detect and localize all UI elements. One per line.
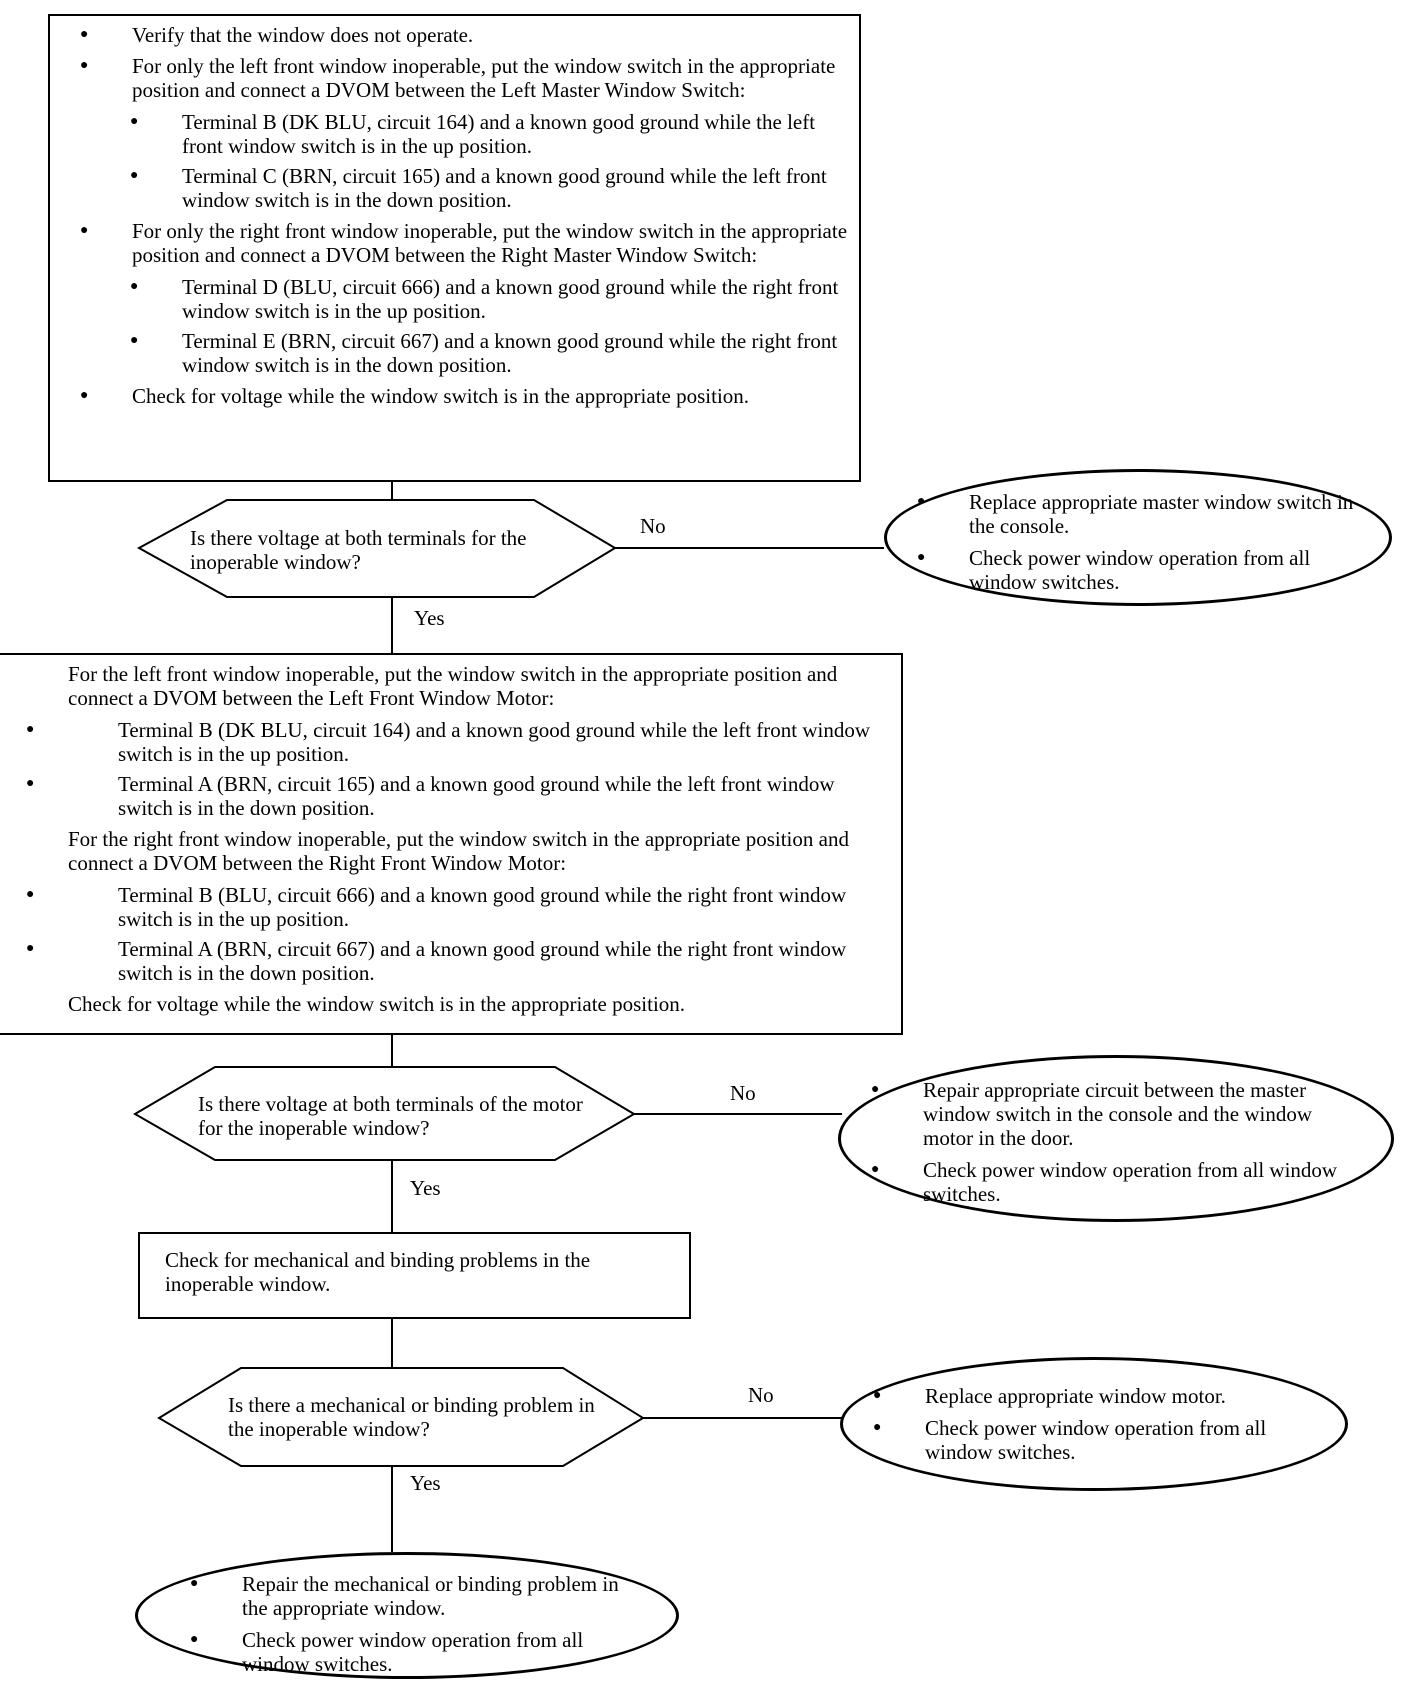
list-item-text: Check for voltage while the window switch is in the appropriate position. bbox=[68, 992, 686, 1016]
list-item-text: For only the right front window inoperable, put the window switch in the appropriate position and connect a DVOM between the Right Master Window Switch: bbox=[132, 219, 848, 267]
decision-yes-label: Yes bbox=[410, 1176, 441, 1200]
list-item bbox=[0, 992, 893, 1016]
list-item bbox=[50, 54, 849, 212]
decision-yes-label: Yes bbox=[410, 1471, 441, 1495]
list-item bbox=[0, 662, 893, 820]
sub-list bbox=[68, 883, 893, 985]
list-item bbox=[0, 827, 893, 985]
list-item-text: For the left front window inoperable, put the window switch in the appropriate position and connect a DVOM between the Left Front Window Motor: bbox=[68, 662, 838, 710]
list-item: ● Check power window operation from all window switches. bbox=[843, 1416, 1315, 1464]
list-item: ● Replace appropriate window motor. bbox=[843, 1384, 1315, 1408]
result-oval-1 bbox=[884, 469, 1392, 606]
list-item: ● Check power window operation from all window switches. bbox=[160, 1628, 620, 1676]
list-item: ● Replace appropriate master window switch in the console. bbox=[887, 490, 1359, 538]
list-item: ● Check power window operation from all window switches. bbox=[841, 1158, 1355, 1206]
instruction-box-1 bbox=[48, 14, 861, 482]
list-item bbox=[50, 384, 849, 408]
result-list bbox=[887, 490, 1359, 594]
decision-question-3: Is there a mechanical or binding problem in the inoperable window? bbox=[228, 1393, 595, 1441]
instruction-box-3: Check for mechanical and binding problems in the inoperable window. bbox=[138, 1232, 691, 1319]
sub-list-item: ● Terminal B (DK BLU, circuit 164) and a known good ground while the left front window switch is in the up position. bbox=[50, 110, 849, 158]
result-oval-4 bbox=[135, 1552, 679, 1679]
list-item-text: Verify that the window does not operate. bbox=[132, 23, 474, 47]
decision-no-label: No bbox=[748, 1383, 774, 1407]
instruction-box-2 bbox=[0, 653, 903, 1035]
list-item: ● Repair the mechanical or binding problem in the appropriate window. bbox=[160, 1572, 620, 1620]
decision-no-label: No bbox=[730, 1081, 756, 1105]
decision-no-label: No bbox=[640, 514, 666, 538]
sub-list-item: ● Terminal B (DK BLU, circuit 164) and a known good ground while the left front window switch is in the up position. bbox=[0, 718, 893, 766]
sub-list bbox=[68, 718, 893, 820]
instruction-list-1 bbox=[50, 23, 849, 408]
list-item: ● Check power window operation from all window switches. bbox=[887, 546, 1359, 594]
list-item-text: For only the left front window inoperable, put the window switch in the appropriate position and connect a DVOM between the Left Master Window Switch: bbox=[132, 54, 836, 102]
result-list bbox=[843, 1384, 1315, 1464]
sub-list bbox=[132, 110, 849, 212]
decision-question-2: Is there voltage at both terminals of the motor for the inoperable window? bbox=[198, 1092, 583, 1140]
instruction-list-2 bbox=[0, 662, 893, 1016]
list-item bbox=[50, 23, 849, 47]
sub-list-item: ● Terminal E (BRN, circuit 667) and a known good ground while the right front window switch is in the down position. bbox=[50, 329, 849, 377]
sub-list-item: ● Terminal A (BRN, circuit 165) and a known good ground while the left front window switch is in the down position. bbox=[0, 772, 893, 820]
result-list bbox=[841, 1078, 1355, 1206]
list-item-text: For the right front window inoperable, put the window switch in the appropriate position and connect a DVOM between the Right Front Window Motor: bbox=[68, 827, 849, 875]
sub-list-item: ● Terminal C (BRN, circuit 165) and a known good ground while the left front window switch is in the down position. bbox=[50, 164, 849, 212]
sub-list-item: ● Terminal A (BRN, circuit 667) and a known good ground while the right front window switch is in the down position. bbox=[0, 937, 893, 985]
list-item: ● Repair appropriate circuit between the master window switch in the console and the window motor in the door. bbox=[841, 1078, 1355, 1150]
decision-question-1: Is there voltage at both terminals for the inoperable window? bbox=[190, 526, 527, 574]
decision-yes-label: Yes bbox=[414, 606, 445, 630]
result-oval-2 bbox=[838, 1055, 1394, 1222]
result-oval-3 bbox=[840, 1357, 1348, 1491]
sub-list bbox=[132, 275, 849, 377]
result-list bbox=[160, 1572, 620, 1676]
list-item bbox=[50, 219, 849, 377]
list-item-text: Check for voltage while the window switch is in the appropriate position. bbox=[132, 384, 750, 408]
sub-list-item: ● Terminal B (BLU, circuit 666) and a known good ground while the right front window switch is in the up position. bbox=[0, 883, 893, 931]
sub-list-item: ● Terminal D (BLU, circuit 666) and a known good ground while the right front window switch is in the up position. bbox=[50, 275, 849, 323]
